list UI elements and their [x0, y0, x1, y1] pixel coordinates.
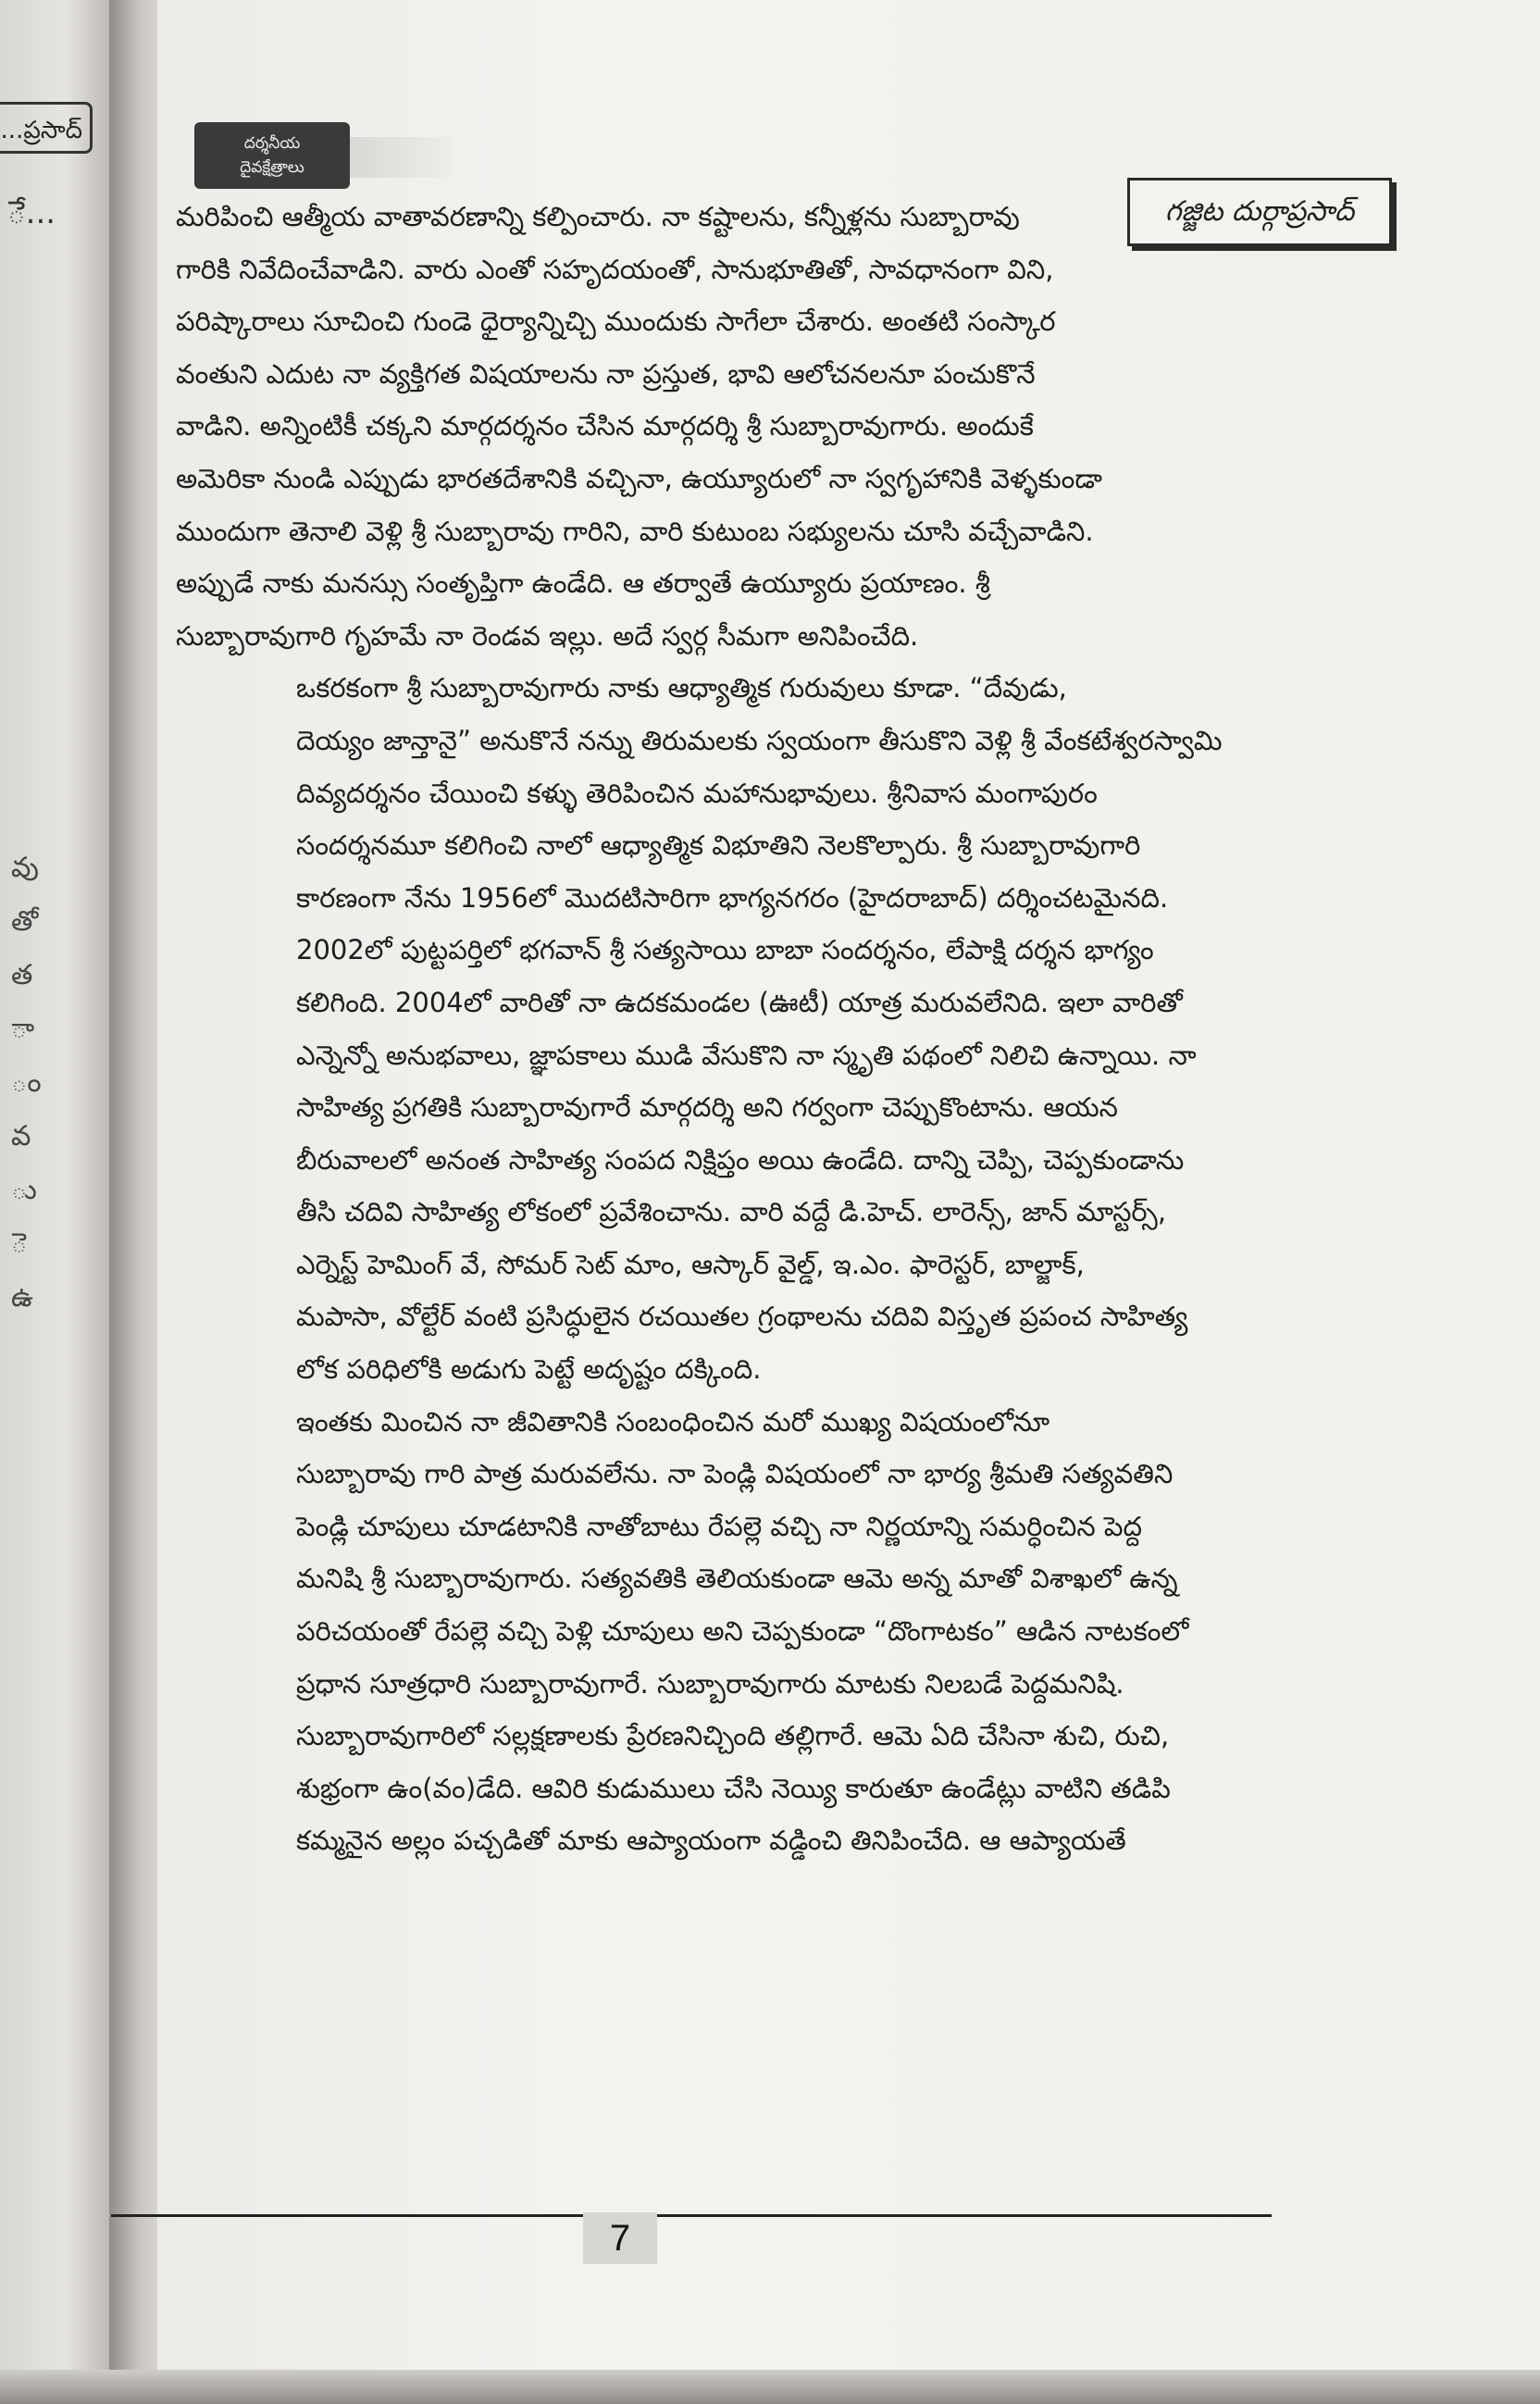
previous-page-margin-glyph: తో	[11, 905, 39, 938]
page-number: 7	[583, 2212, 657, 2264]
text-line: వాడిని. అన్నింటికీ చక్కని మార్గదర్శనం చేసిన మార్గదర్శి శ్రీ సుబ్బారావుగారు. అందుకే	[176, 410, 1034, 442]
text-line: లోక పరిధిలోకి అడుగు పెట్టే అదృష్టం దక్కింది.	[296, 1353, 762, 1386]
previous-page-margin-glyph: ఉ	[11, 1281, 33, 1314]
text-line: సుబ్బారావు గారి పాత్ర మరువలేను. నా పెండ్లి విషయంలో నా భార్య శ్రీమతి సత్యవతిని	[296, 1458, 1174, 1490]
text-line: అమెరికా నుండి ఎప్పుడు భారతదేశానికి వచ్చినా, ఉయ్యూరులో నా స్వగృహానికి వెళ్ళకుండా	[176, 462, 1102, 494]
page-bottom-edge	[0, 2370, 1540, 2404]
text-line: పరిచయంతో రేపల్లె వచ్చి పెళ్లి చూపులు అని చెప్పకుండా “దొంగాటకం” ఆడిన నాటకంలో	[296, 1615, 1189, 1648]
text-line: మరిపించి ఆత్మీయ వాతావరణాన్ని కల్పించారు. నా కష్టాలను, కన్నీళ్లను సుబ్బారావు	[176, 201, 1020, 232]
text-line: తీసి చదివి సాహిత్య లోకంలో ప్రవేశించాను. వారి వద్దే డి.హెచ్. లారెన్స్, జాన్ మాస్టర్స్,	[296, 1196, 1167, 1228]
text-line: సందర్శనమూ కలిగించి నాలో ఆధ్యాత్మిక విభూతిని నెలకొల్పారు. శ్రీ సుబ్బారావుగారి	[296, 829, 1141, 862]
author-name-box: గజ్జిట దుర్గాప్రసాద్	[1127, 178, 1392, 246]
section-tab-fade	[350, 137, 452, 178]
text-line: ఎర్నెస్ట్ హెమింగ్ వే, సోమర్ సెట్ మాం, ఆస్కార్ వైల్డ్, ఇ.ఎం. ఫారెస్టర్, బాల్జాక్,	[296, 1248, 1085, 1280]
text-line: సుబ్బారావుగారిలో సల్లక్షణాలకు ప్రేరణనిచ్చింది తల్లిగారే. ఆమె ఏది చేసినా శుచి, రుచి,	[296, 1720, 1170, 1752]
text-line: వంతుని ఎదుట నా వ్యక్తిగత విషయాలను నా ప్రస్తుత, భావి ఆలోచనలనూ పంచుకొనే	[176, 357, 1036, 390]
text-line: గారికి నివేదించేవాడిని. వారు ఎంతో సహృదయంతో, సానుభూతితో, సావధానంగా విని,	[176, 253, 1054, 285]
text-line: అప్పుడే నాకు మనస్సు సంతృప్తిగా ఉండేది. ఆ తర్వాతే ఉయ్యూరు ప్రయాణం. శ్రీ	[176, 567, 990, 600]
paragraph	[176, 191, 1388, 662]
text-line: ముందుగా తెనాలి వెళ్లి శ్రీ సుబ్బారావు గారిని, వారి కుటుంబ సభ్యులను చూసి వచ్చేవాడిని.	[176, 515, 1094, 547]
text-line: ఒకరకంగా శ్రీ సుబ్బారావుగారు నాకు ఆధ్యాత్మిక గురువులు కూడా. “దేవుడు,	[296, 672, 1067, 704]
text-line: పరిష్కారాలు సూచించి గుండె ధైర్యాన్నిచ్చి ముందుకు సాగేలా చేశారు. అంతటి సంస్కార	[176, 305, 1056, 338]
section-tab-line-2: దైవక్షేత్రాలు	[240, 158, 304, 177]
paragraph	[176, 662, 1388, 1395]
text-line: ఇంతకు మించిన నా జీవితానికి సంబంధించిన మరో ముఖ్య విషయంలోనూ	[296, 1405, 1050, 1438]
previous-page-margin-glyph: ం	[11, 1066, 42, 1099]
previous-page-text-fragment: ే...	[7, 194, 56, 231]
text-line: కలిగింది. 2004లో వారితో నా ఉదకమండల (ఊటీ) యాత్ర మరువలేనిది. ఇలా వారితో	[296, 986, 1183, 1018]
section-tab-line-1: దర్శనీయ	[243, 134, 301, 153]
previous-page-margin-glyph: ు	[11, 1174, 37, 1206]
text-line: బీరువాలలో అనంత సాహిత్య సంపద నిక్షిప్తం అయి ఉండేది. దాన్ని చెప్పి, చెప్పకుండాను	[296, 1143, 1185, 1176]
previous-page-margin-glyph: వ	[11, 1120, 31, 1152]
text-line: కారణంగా నేను 1956లో మొదటిసారిగా భాగ్యనగరం (హైదరాబాద్) దర్శించటమైనది.	[296, 881, 1169, 914]
text-line: ఎన్నెన్నో అనుభవాలు, జ్ఞాపకాలు ముడి వేసుకొని నా స్మృతి పథంలో నిలిచి ఉన్నాయి. నా	[296, 1039, 1197, 1071]
text-line: పెండ్లి చూపులు చూడటానికి నాతోబాటు రేపల్లె వచ్చి నా నిర్ణయాన్ని సమర్ధించిన పెద్ద	[296, 1510, 1142, 1542]
previous-page-margin-glyph: త	[11, 959, 33, 991]
previous-page-author-tab: ...ప్రసాద్	[0, 102, 93, 154]
text-line: ప్రధాన సూత్రధారి సుబ్బారావుగారే. సుబ్బారావుగారు మాటకు నిలబడే పెద్దమనిషి.	[296, 1667, 1124, 1700]
previous-page-edge	[0, 0, 109, 2404]
text-line: దెయ్యం జాన్తానై” అనుకొనే నన్ను తిరుమలకు స్వయంగా తీసుకొని వెళ్లి శ్రీ వేంకటేశ్వరస్వామి	[296, 724, 1223, 756]
text-line: దివ్యదర్శనం చేయించి కళ్ళు తెరిపించిన మహానుభావులు. శ్రీనివాస మంగాపురం	[296, 777, 1098, 809]
footer-rule	[111, 2214, 1272, 2217]
text-line: మపాసా, వోల్టేర్ వంటి ప్రసిద్ధులైన రచయితల గ్రంథాలను చదివి విస్తృత ప్రపంచ సాహిత్య	[296, 1301, 1188, 1333]
section-tab	[194, 122, 350, 189]
text-line: 2002లో పుట్టపర్తిలో భగవాన్ శ్రీ సత్యసాయి బాబా సందర్శనం, లేపాక్షి దర్శన భాగ్యం	[296, 934, 1154, 966]
text-line: శుభ్రంగా ఉం(వం)డేది. ఆవిరి కుడుములు చేసి నెయ్యి కారుతూ ఉండేట్లు వాటిని తడిపి	[296, 1772, 1171, 1804]
previous-page-margin-fragments	[11, 852, 67, 1335]
text-line: సాహిత్య ప్రగతికి సుబ్బారావుగారే మార్గదర్శి అని గర్వంగా చెప్పుకొంటాను. ఆయన	[296, 1091, 1119, 1124]
text-line: సుబ్బారావుగారి గృహమే నా రెండవ ఇల్లు. అదే స్వర్గ సీమగా అనిపించేది.	[176, 619, 919, 652]
text-line: మనిషి శ్రీ సుబ్బారావుగారు. సత్యవతికి తెలియకుండా ఆమె అన్న మాతో విశాఖలో ఉన్న	[296, 1563, 1178, 1595]
paragraph	[176, 1396, 1388, 1867]
previous-page-margin-glyph: వు	[11, 852, 39, 884]
previous-page-margin-glyph: ా	[11, 1013, 35, 1045]
text-line: కమ్మనైన అల్లం పచ్చడితో మాకు ఆప్యాయంగా వడ్డించి తినిపించేది. ఆ ఆప్యాయతే	[296, 1825, 1126, 1857]
body-text	[176, 191, 1388, 1867]
previous-page-margin-glyph: ె	[11, 1227, 28, 1260]
